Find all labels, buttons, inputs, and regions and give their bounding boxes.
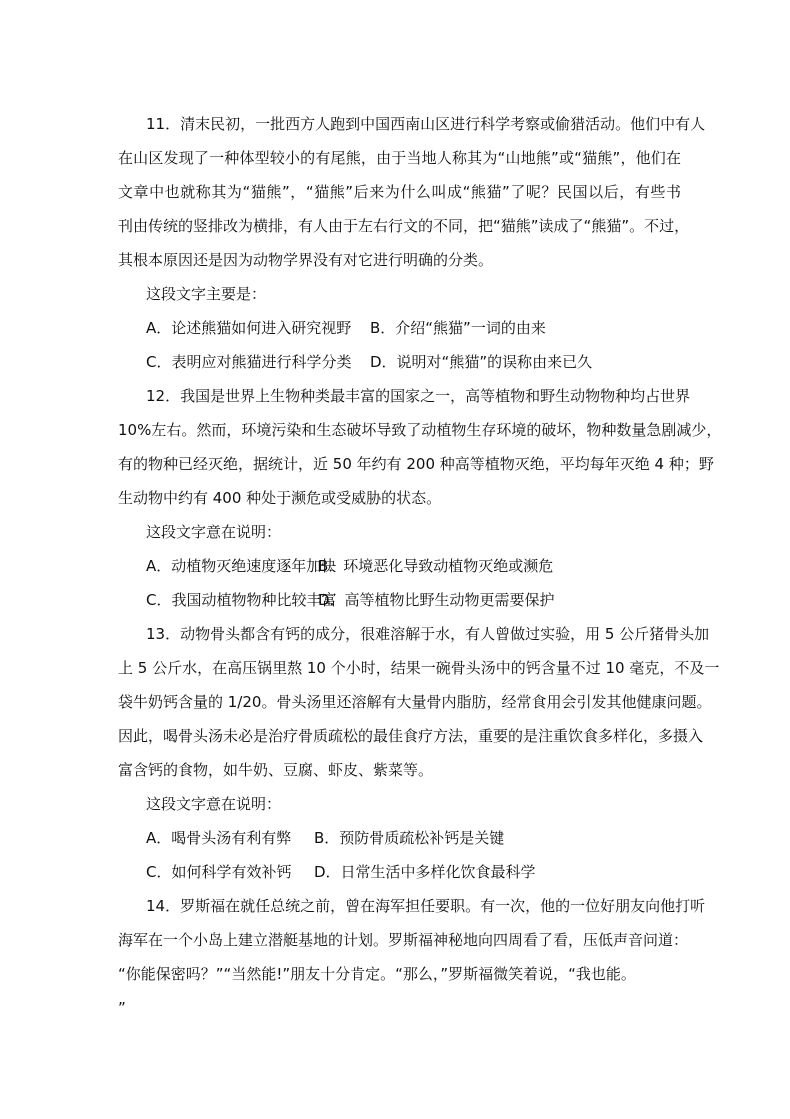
paragraph-line: 因此，喝骨头汤未必是治疗骨质疏松的最佳食疗方法，重要的是注重饮食多样化，多摄入 bbox=[118, 727, 704, 745]
option-row bbox=[118, 855, 681, 889]
paragraph-line: 有的物种已经灭绝，据统计，近 50 年约有 200 种高等植物灭绝，平均每年灭绝 4 种；野 bbox=[118, 455, 714, 473]
question-14 bbox=[118, 889, 706, 1025]
paragraph-line: 12．我国是世界上生物种类最丰富的国家之一，高等植物和野生动物物种均占世界 bbox=[146, 387, 691, 405]
paragraph-line: 刊由传统的竖排改为横排，有人由于左右行文的不同，把“猫熊”读成了“熊猫”。不过， bbox=[118, 217, 690, 235]
question-prompt: 这段文字意在说明： bbox=[146, 523, 282, 541]
paragraph-line: 10%左右。然而，环境污染和生态破坏导致了动植物生存环境的破坏，物种数量急剧减少， bbox=[118, 421, 722, 439]
paragraph-line: 海军在一个小岛上建立潜艇基地的计划。罗斯福神秘地向四周看了看，压低声音问道： bbox=[118, 931, 689, 949]
option-c: C．表明应对熊猫进行科学分类 bbox=[146, 353, 352, 371]
option-a: A．论述熊猫如何进入研究视野 bbox=[146, 319, 352, 337]
paragraph-line: 生动物中约有 400 种处于濒危或受威胁的状态。 bbox=[118, 489, 442, 507]
document-body bbox=[118, 107, 722, 1025]
paragraph-line: “你能保密吗？”“当然能!”朋友十分肯定。“那么，”罗斯福微笑着说，“我也能。 bbox=[118, 965, 636, 983]
option-c: C．如何科学有效补钙 bbox=[146, 863, 292, 881]
option-d: D．日常生活中多样化饮食最科学 bbox=[314, 863, 536, 881]
paragraph-line: 14．罗斯福在就任总统之前，曾在海军担任要职。有一次，他的一位好朋友向他打听 bbox=[146, 897, 706, 915]
question-prompt: 这段文字意在说明： bbox=[146, 795, 282, 813]
option-row bbox=[118, 311, 681, 345]
question-12 bbox=[118, 379, 722, 617]
paragraph-line: 富含钙的食物，如牛奶、豆腐、虾皮、紫菜等。 bbox=[118, 761, 434, 779]
option-d: D．高等植物比野生动物更需要保护 bbox=[318, 591, 555, 609]
paragraph-line: 在山区发现了一种体型较小的有尾熊，由于当地人称其为“山地熊”或“猫熊”，他们在 bbox=[118, 149, 681, 167]
question-prompt: 这段文字主要是： bbox=[146, 285, 267, 303]
paragraph-line: 袋牛奶钙含量的 1/20。骨头汤里还溶解有大量骨内脂肪，经常食用会引发其他健康问题。 bbox=[118, 693, 712, 711]
option-a: A．动植物灭绝速度逐年加快 bbox=[146, 557, 337, 575]
option-b: B．环境恶化导致动植物灭绝或濒危 bbox=[318, 557, 554, 575]
option-row bbox=[118, 821, 681, 855]
option-b: B．介绍“熊猫”一词的由来 bbox=[370, 319, 546, 337]
paragraph-line: 11．清末民初，一批西方人跑到中国西南山区进行科学考察或偷猎活动。他们中有人 bbox=[146, 115, 706, 133]
question-11 bbox=[118, 107, 706, 379]
paragraph-line: 13．动物骨头都含有钙的成分，很难溶解于水，有人曾做过实验，用 5 公斤猪骨头加 bbox=[146, 625, 710, 643]
question-13 bbox=[118, 617, 720, 889]
option-d: D．说明对“熊猫”的误称由来已久 bbox=[370, 353, 593, 371]
paragraph-line: 文章中也就称其为“猫熊”，“猫熊”后来为什么叫成“熊猫”了呢？民国以后，有些书 bbox=[118, 183, 681, 201]
option-b: B．预防骨质疏松补钙是关键 bbox=[314, 829, 505, 847]
option-row bbox=[118, 583, 681, 617]
option-row bbox=[118, 345, 681, 379]
paragraph-line: 其根本原因还是因为动物学界没有对它进行明确的分类。 bbox=[118, 251, 494, 269]
option-a: A．喝骨头汤有利有弊 bbox=[146, 829, 292, 847]
option-c: C．我国动植物物种比较丰富 bbox=[146, 591, 337, 609]
option-row bbox=[118, 549, 681, 583]
paragraph-line: ” bbox=[118, 999, 126, 1017]
paragraph-line: 上 5 公斤水，在高压锅里熬 10 个小时，结果一碗骨头汤中的钙含量不过 10 毫克，不及一 bbox=[118, 659, 720, 677]
